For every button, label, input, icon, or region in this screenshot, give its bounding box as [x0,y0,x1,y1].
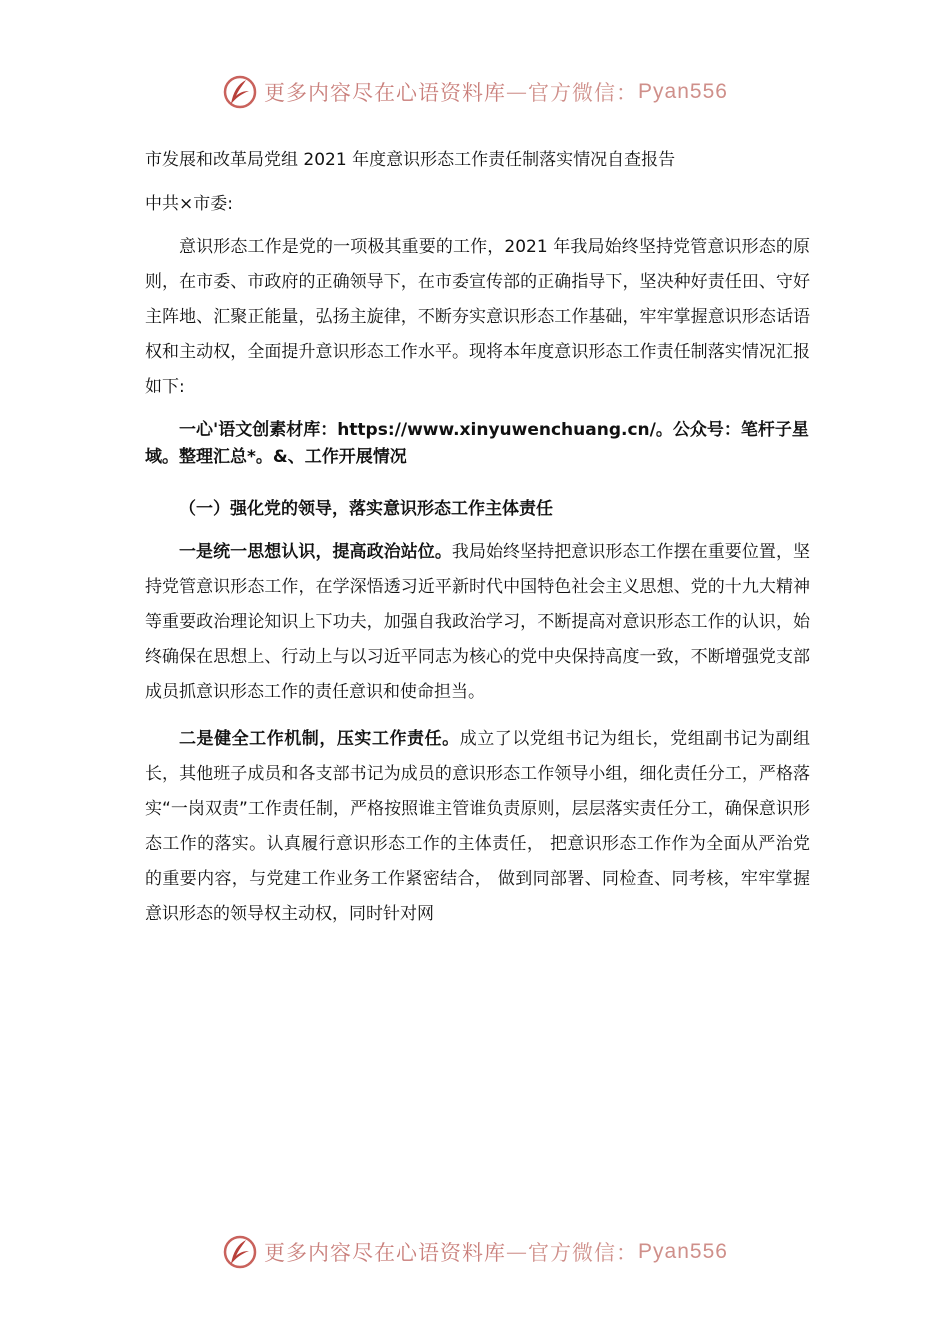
salutation: 中共×市委: [145,194,233,214]
intro-paragraph: 意识形态工作是党的一项极其重要的工作，2021 年我局始终坚持党管意识形态的原则，在市委、市政府的正确领导下，在市委宣传部的正确指导下，坚决种好责任田、守好主阵地、汇聚正能量，弘扬主旋律，不断夯实意识形态工作基础，牢牢掌握意识形态话语权和主动权，全面提升意识形态工作水平。现将本年度意识形态工作责任制落实情况汇报如下: [145,237,810,397]
paragraph-2 [145,722,810,932]
watermark-label: 官方微信： [528,1241,639,1265]
document-body [145,142,810,944]
watermark-brand: 更多内容尽在心语资料库 [264,1241,507,1265]
source-note: 一心'语文创素材库：https://www.xinyuwenchuang.cn/。公众号：笔杆子星域。整理汇总*。&、工作开展情况 [145,420,809,467]
watermark-wechat-id: Pyan556 [638,80,728,103]
paragraph-1-lead: 一是统一思想认识，提高政治站位。 [179,542,452,562]
document-title: 市发展和改革局党组 2021 年度意识形态工作责任制落实情况自查报告 [145,150,676,170]
watermark-label: 官方微信： [528,81,639,105]
paragraph-1-body: 我局始终坚持把意识形态工作摆在重要位置，坚持党管意识形态工作，在学深悟透习近平新时代中国特色社会主义思想、党的十九大精神等重要政治理论知识上下功夫，加强自我政治学习，不断提高对意识形态工作的认识，始终确保在思想上、行动上与以习近平同志为核心的党中央保持高度一致，不断增强党支部成员抓意识形态工作的责任意识和使命担当。 [145,542,811,702]
paragraph-1 [145,535,810,710]
watermark-brand: 更多内容尽在心语资料库 [264,81,507,105]
watermark-wechat-id: Pyan556 [638,1240,728,1263]
feather-quill-icon [222,1234,258,1270]
watermark-separator: — [506,80,529,104]
feather-quill-icon [222,74,258,110]
footer-watermark [0,1234,950,1270]
section-heading: （一）强化党的领导，落实意识形态工作主体责任 [179,499,553,519]
header-watermark [0,74,950,110]
watermark-separator: — [506,1240,529,1264]
paragraph-2-lead: 二是健全工作机制，压实工作责任。 [179,729,460,749]
paragraph-2-body: 成立了以党组书记为组长，党组副书记为副组长，其他班子成员和各支部书记为成员的意识形态工作领导小组，细化责任分工，严格落实“一岗双责”工作责任制，严格按照谁主管谁负责原则，层层落实责任分工，确保意识形态工作的落实。认真履行意识形态工作的主体责任， 把意识形态工作作为全面从严治党的重要内容，与党建工作业务工作紧密结合， 做到同部署、同检查、同考核，牢牢掌握意识形态的领导权主动权，同时针对网 [145,729,811,924]
